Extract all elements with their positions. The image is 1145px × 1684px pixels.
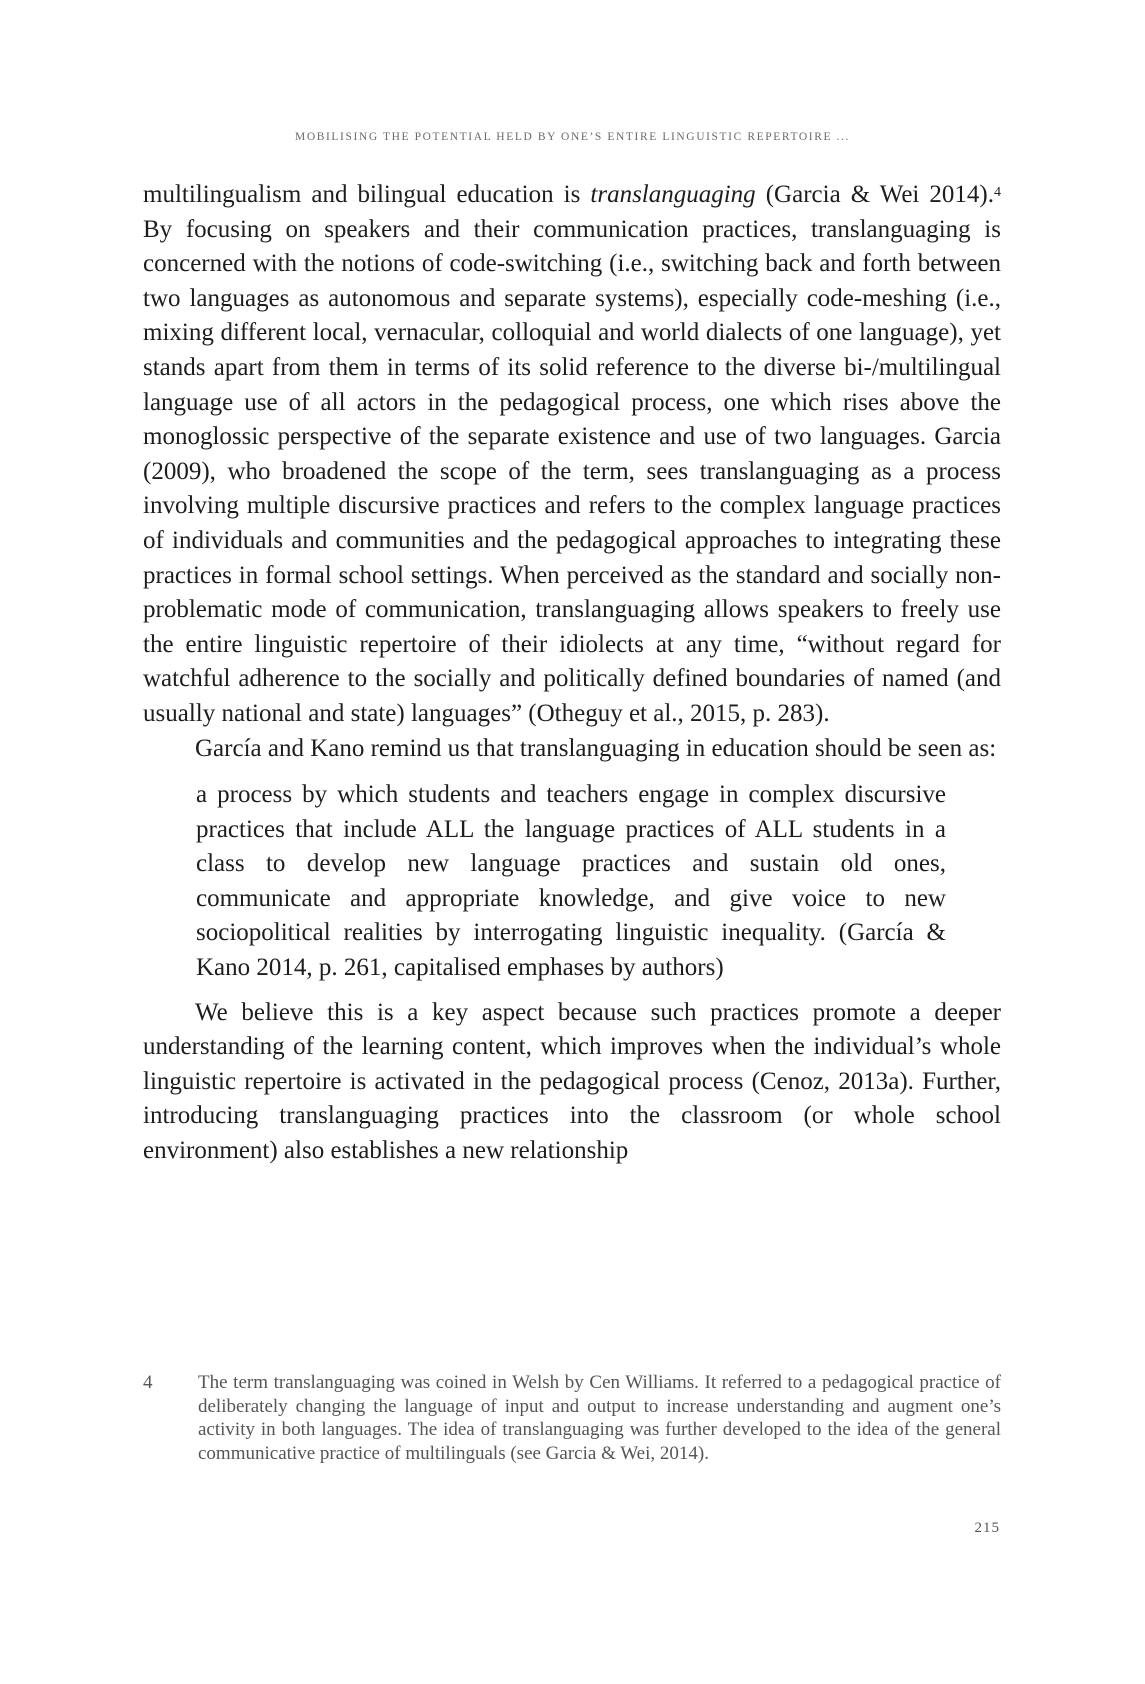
italic-term: translanguaging xyxy=(590,181,756,208)
page-number: 215 xyxy=(974,1520,1000,1536)
footnote-text: The term translanguaging was coined in Welsh by Cen Williams. It referred to a pedagogical practice of deliberately changing the language of input and output to increase understanding and augment one’s activity in both languages. The idea of translanguaging was further developed to the idea of the general communicative practice of multilinguals (see Garcia & Wei, 2014). xyxy=(198,1372,1001,1464)
paragraph-1-lead: multilingualism and bilingual education is xyxy=(143,181,591,208)
body-paragraph-1 xyxy=(143,178,1001,732)
page-body xyxy=(143,178,1001,1169)
body-paragraph-2: García and Kano remind us that translanguaging in education should be seen as: xyxy=(195,734,997,762)
paragraph-1-citation: (Garcia & Wei 2014). xyxy=(755,181,994,208)
running-head: MOBILISING THE POTENTIAL HELD BY ONE’S ENTIRE LINGUISTIC REPERTOIRE ... xyxy=(295,131,850,143)
footnote-number: 4 xyxy=(143,1372,153,1393)
footnote xyxy=(143,1371,1001,1465)
footnote-reference[interactable]: 4 xyxy=(994,185,1001,200)
paragraph-1-rest: By focusing on speakers and their communication practices, translanguaging is concerned with the notions of code-switching (i.e., switching back and forth between two languages as autonomous and separate systems), especially code-meshing (i.e., mixing different local, vernacular, colloquial and world dialects of one language), yet stands apart from them in terms of its solid reference to the diverse bi-/multilingual language use of all actors in the pedagogical process, one which rises above the monoglossic perspective of the separate existence and use of two languages. Garcia (2009), who broadened the scope of the term, sees translanguaging as a process involving multiple discursive practices and refers to the complex language practices of individuals and communities and the pedagogical approaches to integrating these practices in formal school settings. When perceived as the standard and socially non-problematic mode of communication, translanguaging allows speakers to freely use the entire linguistic repertoire of their idiolects at any time, “without regard for watchful adherence to the socially and politically defined boundaries of named (and usually national and state) languages” (Otheguy et al., 2015, p. 283). xyxy=(143,215,1001,727)
block-quote: a process by which students and teachers engage in complex discursive practices that include ALL the language practices of ALL students in a class to develop new language practices and sustain old ones, communicate and appropriate knowledge, and give voice to new sociopolitical realities by interrogating linguistic inequality. (García & Kano 2014, p. 261, capitalised emphases by authors) xyxy=(196,781,946,982)
body-paragraph-3: We believe this is a key aspect because such practices promote a deeper understanding of the learning content, which improves when the individual’s whole linguistic repertoire is activated in the pedagogical process (Cenoz, 2013a). Further, introducing translanguaging practices into the classroom (or whole school environment) also establishes a new relationship xyxy=(143,998,1001,1165)
